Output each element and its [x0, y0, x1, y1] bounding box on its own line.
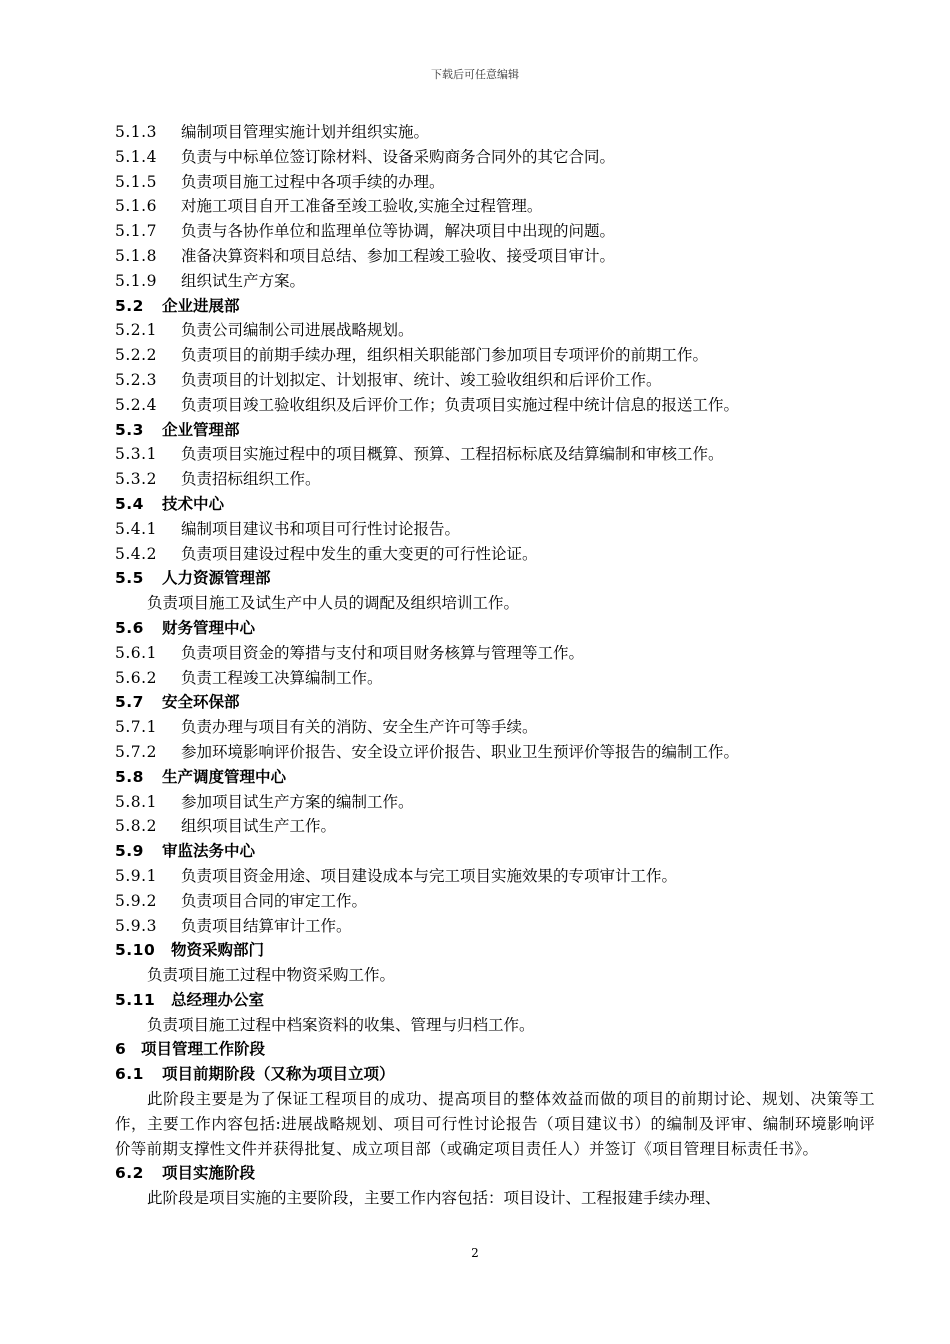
item-text: 编制项目管理实施计划并组织实施。	[181, 123, 430, 141]
item-number: 5.6.2	[115, 668, 157, 687]
section-heading	[115, 418, 875, 443]
item-text: 负责项目施工过程中各项手续的办理。	[181, 172, 445, 191]
section-heading	[115, 765, 875, 790]
item-number: 5.9.3	[115, 916, 157, 935]
list-item	[115, 244, 875, 269]
chapter-number: 6	[115, 1040, 127, 1059]
section-number: 6.1	[115, 1065, 144, 1084]
section-heading	[115, 294, 875, 319]
list-item	[115, 269, 875, 294]
body-text: 负责项目施工及试生产中人员的调配及组织培训工作。	[147, 594, 520, 613]
item-number: 5.1.3	[115, 123, 157, 141]
paragraph: 此阶段主要是为了保证工程项目的成功、提高项目的整体效益而做的项目的前期讨论、规划、决策等工作，主要工作内容包括:进展战略规划、项目可行性讨论报告（项目建议书）的编制及评审、编制环境影响评价等前期支撑性文件并获得批复、成立项目部（或确定项目责任人）并签订《项目管理目标责任书》。	[115, 1090, 875, 1158]
section-number: 5.3	[115, 420, 144, 439]
item-text: 负责与各协作单位和监理单位等协调，解决项目中出现的问题。	[181, 222, 616, 241]
item-text: 负责项目合同的审定工作。	[181, 891, 368, 910]
section-heading	[115, 690, 875, 715]
list-item	[115, 914, 875, 939]
page-number: 2	[471, 1246, 479, 1260]
item-text: 负责工程竣工决算编制工作。	[181, 668, 383, 687]
item-text: 负责项目的计划拟定、计划报审、统计、竣工验收组织和后评价工作。	[181, 370, 662, 389]
section-number: 6.2	[115, 1164, 144, 1183]
list-item	[115, 715, 875, 740]
item-text: 负责公司编制公司进展战略规划。	[181, 321, 414, 340]
section-heading	[115, 616, 875, 641]
body-text: 此阶段是项目实施的主要阶段，主要工作内容包括：项目设计、工程报建手续办理、	[147, 1189, 721, 1208]
item-text: 负责项目建设过程中发生的重大变更的可行性论证。	[181, 544, 538, 563]
item-text: 对施工项目自开工准备至竣工验收,实施全过程管理。	[181, 197, 543, 216]
list-item	[115, 219, 875, 244]
section-title: 安全环保部	[162, 693, 240, 712]
section-heading	[115, 988, 875, 1013]
list-item	[115, 442, 875, 467]
section-title: 总经理办公室	[171, 990, 265, 1009]
list-item	[115, 666, 875, 691]
item-number: 5.7.1	[115, 718, 157, 737]
section-number: 5.7	[115, 693, 144, 712]
list-item	[115, 814, 875, 839]
item-number: 5.2.4	[115, 395, 157, 414]
item-text: 负责项目资金的筹措与支付和项目财务核算与管理等工作。	[181, 643, 585, 662]
item-number: 5.4.1	[115, 519, 157, 538]
item-text: 组织试生产方案。	[181, 271, 306, 290]
section-number: 5.2	[115, 296, 144, 315]
item-text: 负责与中标单位签订除材料、设备采购商务合同外的其它合同。	[181, 147, 616, 166]
list-item	[115, 889, 875, 914]
chapter-heading	[115, 1037, 875, 1062]
section-heading	[115, 1062, 875, 1087]
item-text: 负责项目结算审计工作。	[181, 916, 352, 935]
list-item	[115, 641, 875, 666]
section-title: 项目前期阶段（又称为项目立项）	[162, 1065, 395, 1084]
list-item	[115, 343, 875, 368]
section-title: 审监法务中心	[162, 842, 256, 861]
item-number: 5.8.1	[115, 792, 157, 811]
item-number: 5.1.8	[115, 246, 157, 265]
section-title: 财务管理中心	[162, 618, 256, 637]
list-item	[115, 393, 875, 418]
item-text: 组织项目试生产工作。	[181, 817, 337, 836]
list-item	[115, 790, 875, 815]
section-title: 企业管理部	[162, 420, 240, 439]
item-text: 负责项目的前期手续办理，组织相关职能部门参加项目专项评价的前期工作。	[181, 346, 709, 365]
section-title: 人力资源管理部	[162, 569, 271, 588]
section-title: 物资采购部门	[171, 941, 265, 960]
list-item	[115, 145, 875, 170]
page-header: 下载后可任意编辑	[431, 68, 519, 81]
body-text: 负责项目施工过程中物资采购工作。	[147, 966, 396, 985]
list-item	[115, 194, 875, 219]
item-number: 5.1.5	[115, 172, 157, 191]
chapter-title: 项目管理工作阶段	[141, 1040, 266, 1059]
section-title: 项目实施阶段	[162, 1164, 256, 1183]
item-number: 5.8.2	[115, 817, 157, 836]
item-number: 5.9.2	[115, 891, 157, 910]
section-heading	[115, 566, 875, 591]
item-number: 5.3.1	[115, 445, 157, 464]
section-number: 5.4	[115, 494, 144, 513]
item-text: 准备决算资料和项目总结、参加工程竣工验收、接受项目审计。	[181, 246, 616, 265]
document-body	[115, 120, 875, 1211]
section-number: 5.5	[115, 569, 144, 588]
item-number: 5.7.2	[115, 742, 157, 761]
item-number: 5.1.6	[115, 197, 157, 216]
item-number: 5.1.9	[115, 271, 157, 290]
item-number: 5.2.1	[115, 321, 157, 340]
item-number: 5.4.2	[115, 544, 157, 563]
item-text: 参加环境影响评价报告、安全设立评价报告、职业卫生预评价等报告的编制工作。	[181, 742, 740, 761]
section-heading	[115, 938, 875, 963]
list-item	[115, 542, 875, 567]
list-item	[115, 318, 875, 343]
list-item	[115, 740, 875, 765]
list-item	[115, 864, 875, 889]
section-title: 生产调度管理中心	[162, 767, 287, 786]
list-item	[115, 368, 875, 393]
section-number: 5.9	[115, 842, 144, 861]
section-heading	[115, 492, 875, 517]
item-number: 5.2.3	[115, 370, 157, 389]
item-text: 负责招标组织工作。	[181, 470, 321, 489]
item-text: 负责项目资金用途、项目建设成本与完工项目实施效果的专项审计工作。	[181, 866, 678, 885]
item-text: 参加项目试生产方案的编制工作。	[181, 792, 414, 811]
list-item	[115, 120, 875, 145]
body-text: 负责项目施工过程中档案资料的收集、管理与归档工作。	[147, 1015, 535, 1034]
section-heading	[115, 1161, 875, 1186]
item-text: 负责办理与项目有关的消防、安全生产许可等手续。	[181, 718, 538, 737]
item-number: 5.2.2	[115, 346, 157, 365]
item-number: 5.1.7	[115, 222, 157, 241]
section-number: 5.10	[115, 941, 156, 960]
list-item	[115, 467, 875, 492]
section-title: 企业进展部	[162, 296, 240, 315]
item-text: 编制项目建议书和项目可行性讨论报告。	[181, 519, 461, 538]
list-item	[115, 170, 875, 195]
section-number: 5.6	[115, 618, 144, 637]
section-heading	[115, 839, 875, 864]
item-text: 负责项目竣工验收组织及后评价工作；负责项目实施过程中统计信息的报送工作。	[181, 395, 740, 414]
item-number: 5.6.1	[115, 643, 157, 662]
section-number: 5.11	[115, 990, 156, 1009]
item-number: 5.9.1	[115, 866, 157, 885]
list-item	[115, 517, 875, 542]
item-number: 5.1.4	[115, 147, 157, 166]
item-text: 负责项目实施过程中的项目概算、预算、工程招标标底及结算编制和审核工作。	[181, 445, 724, 464]
item-number: 5.3.2	[115, 470, 157, 489]
section-number: 5.8	[115, 767, 144, 786]
section-title: 技术中心	[162, 494, 225, 513]
